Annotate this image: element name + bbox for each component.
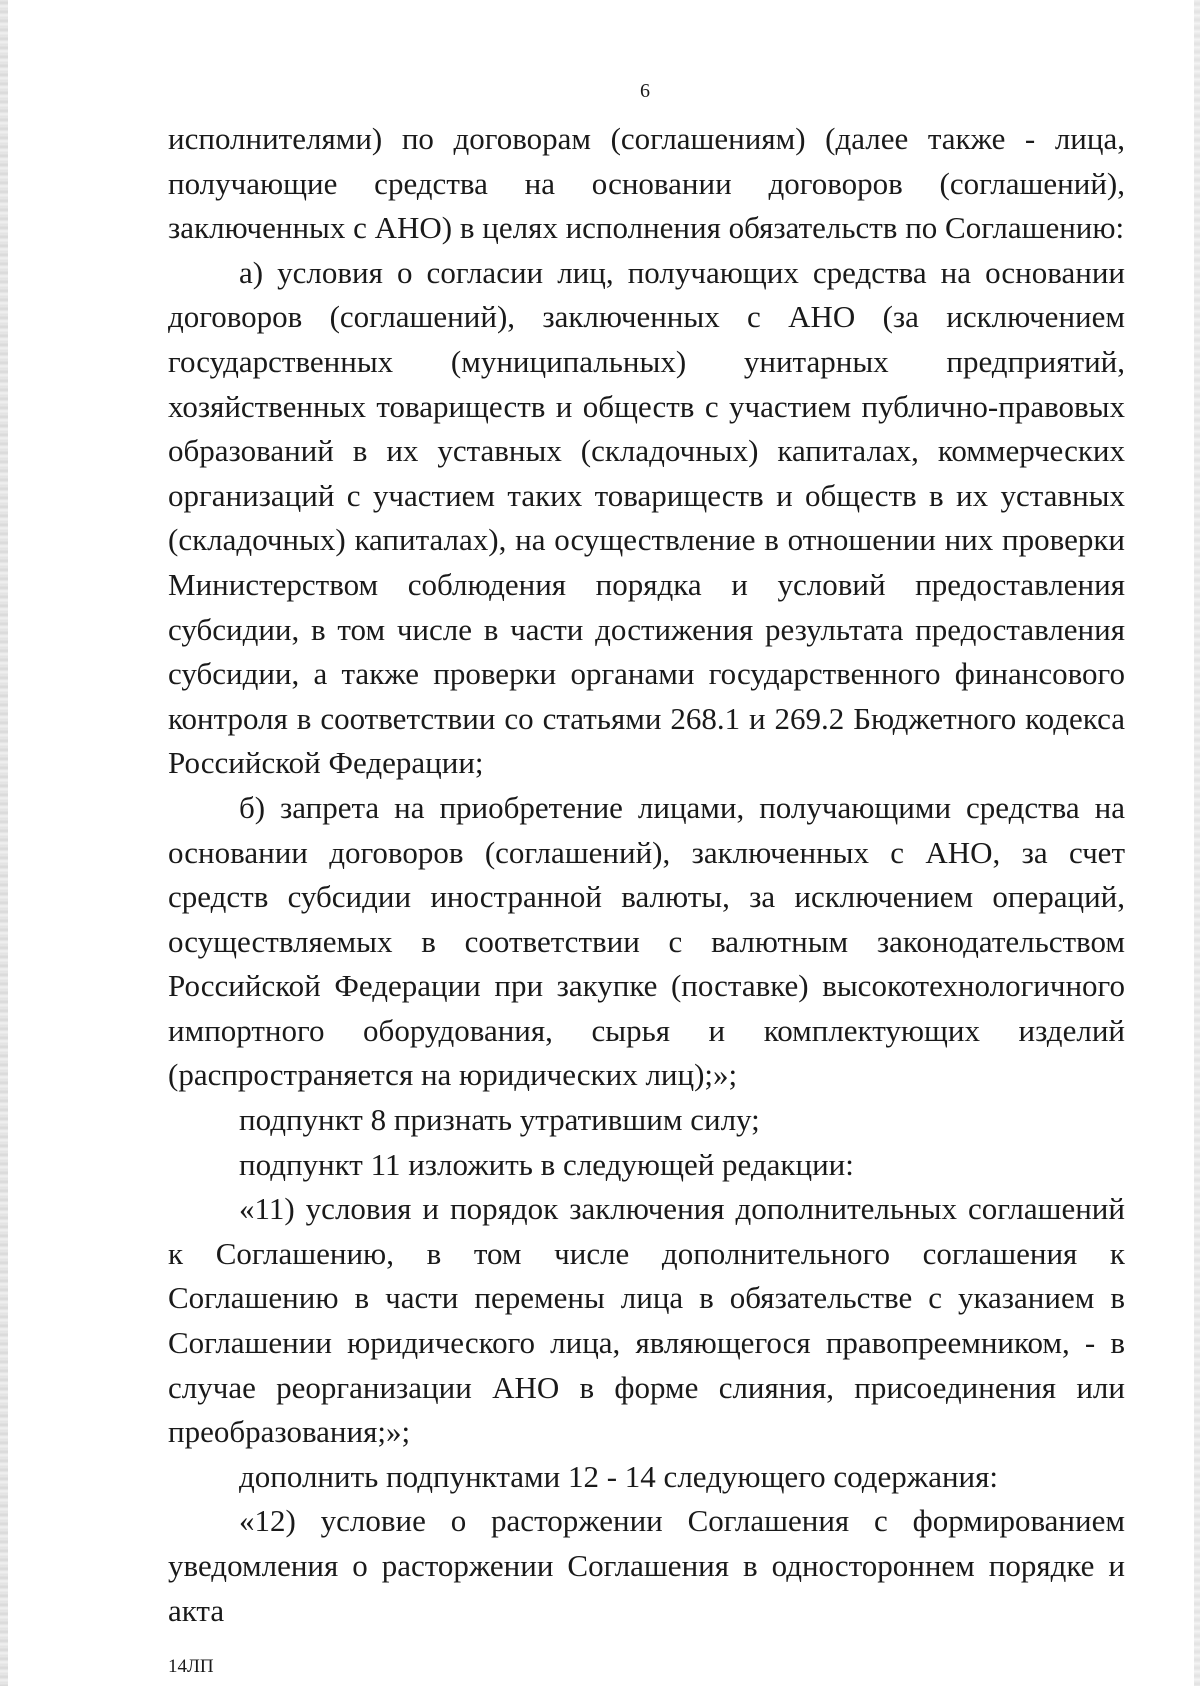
paragraph-subitems-12-14-intro: дополнить подпунктами 12 - 14 следующего содержания: <box>239 1458 999 1494</box>
paragraph-subitem-12: «12) условие о расторжении Соглашения с формированием уведомления о расторжении Соглашения в одностороннем порядке и акта <box>168 1503 1125 1628</box>
scan-edge-left <box>0 0 8 1686</box>
paragraph-item-a: а) условия о согласии лиц, получающих средства на основании договоров (соглашений), заключенных с АНО (за исключением государственных (муниципальных) унитарных предприятий, хозяйственных товариществ и обществ с участием публично-правовых образований в их уставных (складочных) капиталах, коммерческих организаций с участием таких товариществ и обществ в их уставных (складочных) капиталах), на осуществление в отношении них проверки Министерством соблюдения порядка и условий предоставления субсидии, в том числе в части достижения результата предоставления субсидии, а также проверки органами государственного финансового контроля в соответствии со статьями 268.1 и 269.2 Бюджетного кодекса Российской Федерации; <box>168 254 1125 781</box>
paragraph-continuation: исполнителями) по договорам (соглашениям) (далее также - лица, получающие средства на основании договоров (соглашений), заключенных с АНО) в целях исполнения обязательств по Соглашению: <box>168 121 1125 246</box>
paragraph-subitem-8: подпункт 8 признать утратившим силу; <box>239 1102 760 1138</box>
paragraph-item-b: б) запрета на приобретение лицами, получающими средства на основании договоров (соглашений), заключенных с АНО, за счет средств субсидии иностранной валюты, за исключением операций, осуществляемых в соответствии с валютным законодательством Российской Федерации при закупке (поставке) высокотехнологичного импортного оборудования, сырья и комплектующих изделий (распространяется на юридических лиц);»; <box>168 789 1125 1093</box>
paragraph-subitem-11: «11) условия и порядок заключения дополнительных соглашений к Соглашению, в том числе дополнительного соглашения к Соглашению в части перемены лица в обязательстве с указанием в Соглашении юридического лица, являющегося правопреемником, - в случае реорганизации АНО в форме слияния, присоединения или преобразования;»; <box>168 1191 1125 1450</box>
document-body <box>168 117 1125 1633</box>
scan-edge-right <box>1194 0 1200 1686</box>
paragraph-subitem-11-intro: подпункт 11 изложить в следующей редакции: <box>239 1146 854 1182</box>
footer-document-code: 14ЛП <box>168 1656 214 1677</box>
page-number: 6 <box>640 80 650 102</box>
